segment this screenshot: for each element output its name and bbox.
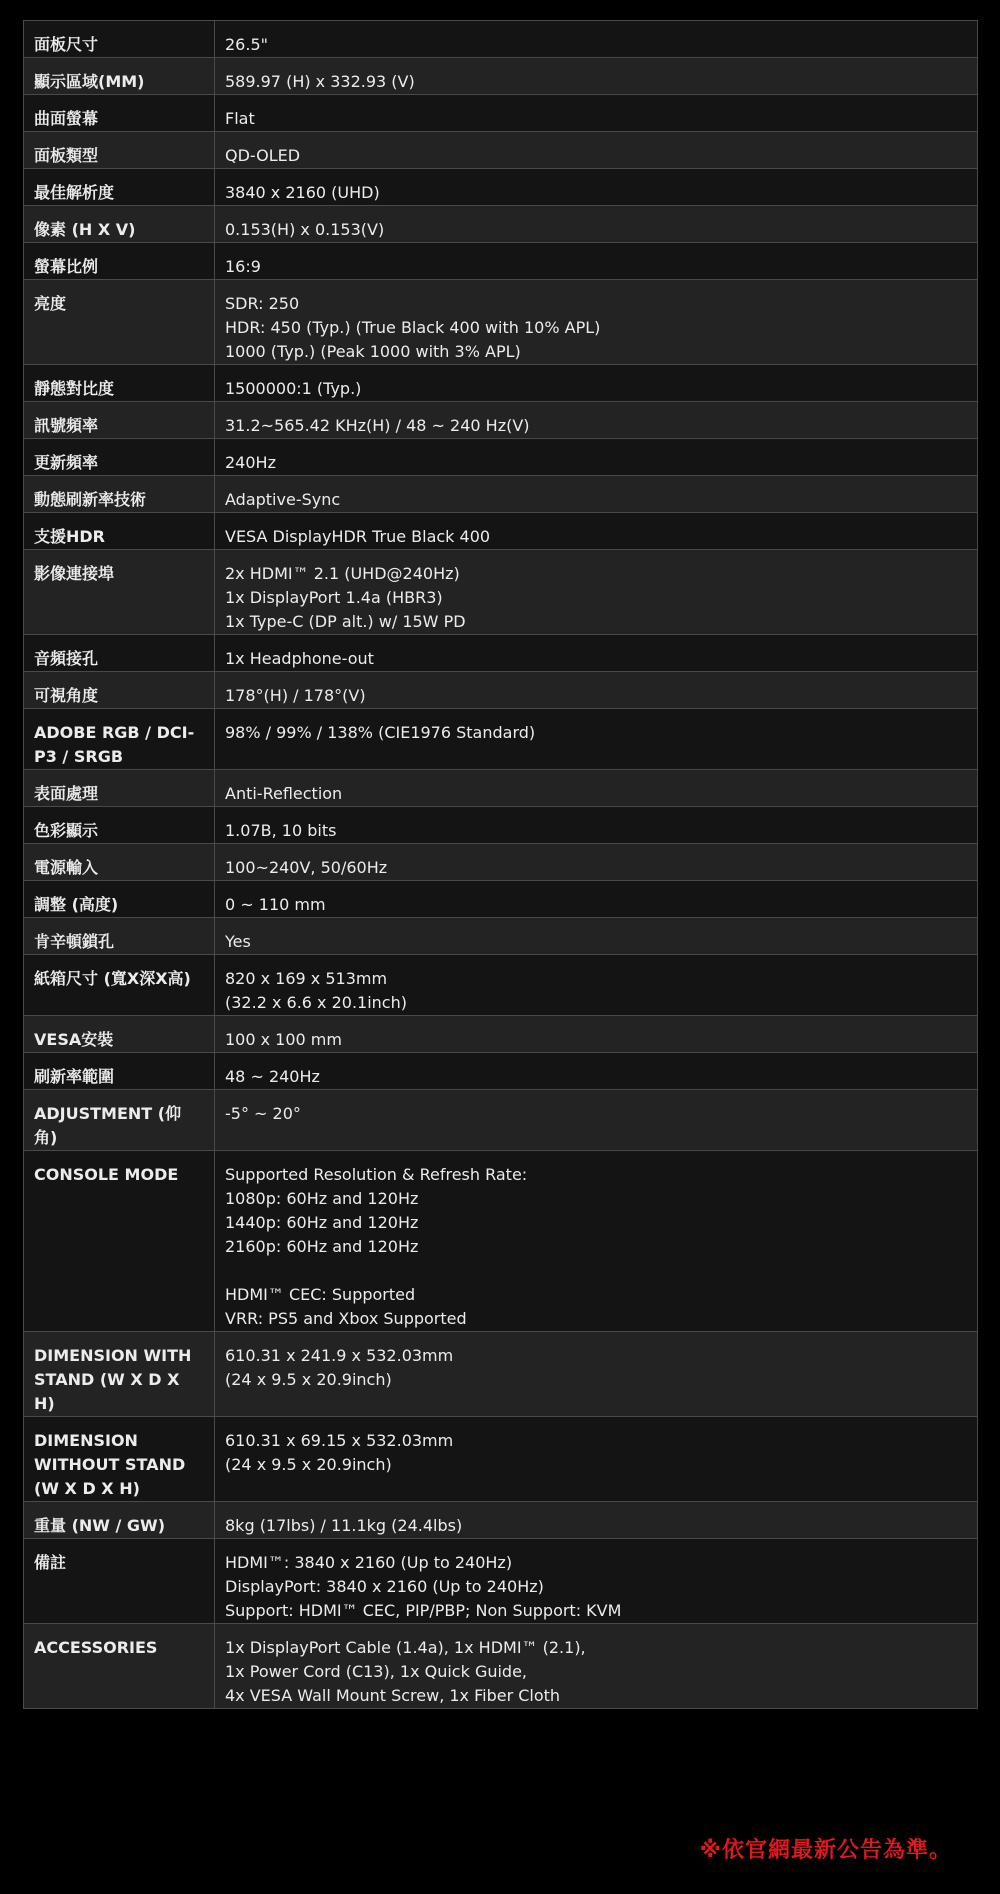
spec-label: 亮度 (24, 280, 215, 365)
spec-value-line: 2x HDMI™ 2.1 (UHD@240Hz) (225, 564, 460, 583)
spec-value (215, 635, 978, 672)
spec-value-line: 1x DisplayPort 1.4a (HBR3) (225, 588, 443, 607)
spec-value-line: 31.2~565.42 KHz(H) / 48 ~ 240 Hz(V) (225, 416, 530, 435)
spec-row (24, 1053, 978, 1090)
spec-label: 影像連接埠 (24, 550, 215, 635)
spec-value (215, 476, 978, 513)
spec-value-line: 1000 (Typ.) (Peak 1000 with 3% APL) (225, 342, 521, 361)
spec-label: 備註 (24, 1539, 215, 1624)
spec-row (24, 280, 978, 365)
spec-value-line: 100 x 100 mm (225, 1030, 342, 1049)
spec-value (215, 1053, 978, 1090)
spec-label: 肯辛頓鎖孔 (24, 918, 215, 955)
spec-row (24, 132, 978, 169)
spec-row (24, 1502, 978, 1539)
spec-row (24, 1016, 978, 1053)
spec-value (215, 58, 978, 95)
spec-row (24, 1151, 978, 1332)
spec-value-line: Anti-Reflection (225, 784, 343, 803)
spec-value-line: 1.07B, 10 bits (225, 821, 337, 840)
spec-value-line: QD-OLED (225, 146, 301, 165)
spec-table (23, 20, 978, 1709)
spec-value-line: 610.31 x 241.9 x 532.03mm (225, 1346, 454, 1365)
spec-row (24, 513, 978, 550)
spec-value (215, 21, 978, 58)
spec-value (215, 513, 978, 550)
spec-label: DIMENSION WITH STAND (W X D X H) (24, 1332, 215, 1417)
spec-label: 紙箱尺寸 (寬X深X高) (24, 955, 215, 1016)
spec-row (24, 365, 978, 402)
spec-label: 面板類型 (24, 132, 215, 169)
spec-value-line: 16:9 (225, 257, 261, 276)
spec-value (215, 1332, 978, 1417)
spec-value (215, 770, 978, 807)
spec-value (215, 169, 978, 206)
spec-value-line: Flat (225, 109, 255, 128)
spec-row (24, 1090, 978, 1151)
spec-row (24, 439, 978, 476)
spec-label: 支援HDR (24, 513, 215, 550)
spec-label: 更新頻率 (24, 439, 215, 476)
spec-row (24, 169, 978, 206)
spec-label: 訊號頻率 (24, 402, 215, 439)
spec-row (24, 206, 978, 243)
spec-row (24, 21, 978, 58)
spec-value-line: 240Hz (225, 453, 276, 472)
spec-label: 曲面螢幕 (24, 95, 215, 132)
spec-value (215, 206, 978, 243)
spec-value (215, 672, 978, 709)
spec-label: 重量 (NW / GW) (24, 1502, 215, 1539)
spec-value (215, 881, 978, 918)
spec-value-line (225, 1259, 967, 1283)
spec-label: 音頻接孔 (24, 635, 215, 672)
spec-value-line: 1440p: 60Hz and 120Hz (225, 1213, 419, 1232)
spec-row (24, 95, 978, 132)
spec-row (24, 881, 978, 918)
spec-label: 面板尺寸 (24, 21, 215, 58)
spec-label: 可視角度 (24, 672, 215, 709)
spec-row (24, 550, 978, 635)
spec-value-line: 4x VESA Wall Mount Screw, 1x Fiber Cloth (225, 1686, 561, 1705)
spec-row (24, 243, 978, 280)
spec-value-line: 26.5" (225, 35, 268, 54)
spec-value-line: 1500000:1 (Typ.) (225, 379, 362, 398)
spec-value (215, 1624, 978, 1709)
spec-label: 刷新率範圍 (24, 1053, 215, 1090)
spec-value-line: VESA DisplayHDR True Black 400 (225, 527, 491, 546)
spec-label: 螢幕比例 (24, 243, 215, 280)
spec-row (24, 1539, 978, 1624)
spec-value-line: Adaptive-Sync (225, 490, 341, 509)
spec-value-line: DisplayPort: 3840 x 2160 (Up to 240Hz) (225, 1577, 544, 1596)
spec-row (24, 402, 978, 439)
spec-value-line: Yes (225, 932, 251, 951)
spec-label: DIMENSION WITHOUT STAND (W X D X H) (24, 1417, 215, 1502)
spec-value (215, 1502, 978, 1539)
spec-value-line: 610.31 x 69.15 x 532.03mm (225, 1431, 454, 1450)
spec-value (215, 402, 978, 439)
spec-value-line: Support: HDMI™ CEC, PIP/PBP; Non Support: KVM (225, 1601, 622, 1620)
spec-row (24, 476, 978, 513)
spec-value-line: (24 x 9.5 x 20.9inch) (225, 1370, 392, 1389)
spec-value-line: 100~240V, 50/60Hz (225, 858, 388, 877)
spec-value-line: VRR: PS5 and Xbox Supported (225, 1309, 467, 1328)
spec-value (215, 550, 978, 635)
spec-label: VESA安裝 (24, 1016, 215, 1053)
spec-row (24, 918, 978, 955)
spec-value (215, 439, 978, 476)
spec-row (24, 1417, 978, 1502)
spec-value-line: -5° ~ 20° (225, 1104, 301, 1123)
spec-label: 靜態對比度 (24, 365, 215, 402)
spec-row (24, 58, 978, 95)
spec-value (215, 1016, 978, 1053)
spec-value-line: 8kg (17lbs) / 11.1kg (24.4lbs) (225, 1516, 463, 1535)
spec-value-line: Supported Resolution & Refresh Rate: (225, 1165, 528, 1184)
spec-value-line: 0.153(H) x 0.153(V) (225, 220, 385, 239)
spec-value-line: 1x Power Cord (C13), 1x Quick Guide, (225, 1662, 528, 1681)
spec-value-line: 48 ~ 240Hz (225, 1067, 320, 1086)
spec-label: ACCESSORIES (24, 1624, 215, 1709)
spec-value-line: 178°(H) / 178°(V) (225, 686, 366, 705)
spec-row (24, 709, 978, 770)
spec-value (215, 243, 978, 280)
spec-value (215, 1539, 978, 1624)
spec-label: ADOBE RGB / DCI-P3 / SRGB (24, 709, 215, 770)
spec-row (24, 1624, 978, 1709)
spec-value-line: 589.97 (H) x 332.93 (V) (225, 72, 415, 91)
spec-value (215, 709, 978, 770)
spec-row (24, 955, 978, 1016)
spec-value (215, 807, 978, 844)
spec-value (215, 1151, 978, 1332)
spec-value-line: 2160p: 60Hz and 120Hz (225, 1237, 419, 1256)
official-notice: ※依官網最新公告為準。 (699, 1838, 952, 1863)
spec-table-body (24, 21, 978, 1709)
spec-value (215, 1090, 978, 1151)
spec-row (24, 672, 978, 709)
spec-value-line: (32.2 x 6.6 x 20.1inch) (225, 993, 407, 1012)
spec-value-line: 1x Headphone-out (225, 649, 374, 668)
spec-label: 最佳解析度 (24, 169, 215, 206)
spec-value-line: 1x DisplayPort Cable (1.4a), 1x HDMI™ (2.1), (225, 1638, 586, 1657)
spec-value-line: HDMI™ CEC: Supported (225, 1285, 416, 1304)
spec-value-line: 820 x 169 x 513mm (225, 969, 388, 988)
spec-label: 像素 (H X V) (24, 206, 215, 243)
spec-value (215, 844, 978, 881)
spec-value (215, 955, 978, 1016)
spec-value (215, 918, 978, 955)
spec-row (24, 770, 978, 807)
spec-value-line: 3840 x 2160 (UHD) (225, 183, 380, 202)
spec-row (24, 1332, 978, 1417)
spec-value-line: (24 x 9.5 x 20.9inch) (225, 1455, 392, 1474)
spec-label: 色彩顯示 (24, 807, 215, 844)
spec-label: 電源輸入 (24, 844, 215, 881)
spec-value-line: 98% / 99% / 138% (CIE1976 Standard) (225, 723, 536, 742)
spec-row (24, 844, 978, 881)
spec-value (215, 132, 978, 169)
spec-value (215, 1417, 978, 1502)
spec-label: 表面處理 (24, 770, 215, 807)
spec-value (215, 365, 978, 402)
spec-value-line: 0 ~ 110 mm (225, 895, 326, 914)
spec-value-line: 1080p: 60Hz and 120Hz (225, 1189, 419, 1208)
spec-label: 調整 (高度) (24, 881, 215, 918)
spec-value-line: 1x Type-C (DP alt.) w/ 15W PD (225, 612, 466, 631)
spec-label: ADJUSTMENT (仰角) (24, 1090, 215, 1151)
spec-value (215, 95, 978, 132)
spec-value-line: HDMI™: 3840 x 2160 (Up to 240Hz) (225, 1553, 513, 1572)
spec-label: 顯示區域(MM) (24, 58, 215, 95)
spec-value (215, 280, 978, 365)
spec-value-line: SDR: 250 (225, 294, 300, 313)
spec-label: CONSOLE MODE (24, 1151, 215, 1332)
spec-value-line: HDR: 450 (Typ.) (True Black 400 with 10% APL) (225, 318, 601, 337)
spec-row (24, 807, 978, 844)
spec-label: 動態刷新率技術 (24, 476, 215, 513)
spec-row (24, 635, 978, 672)
